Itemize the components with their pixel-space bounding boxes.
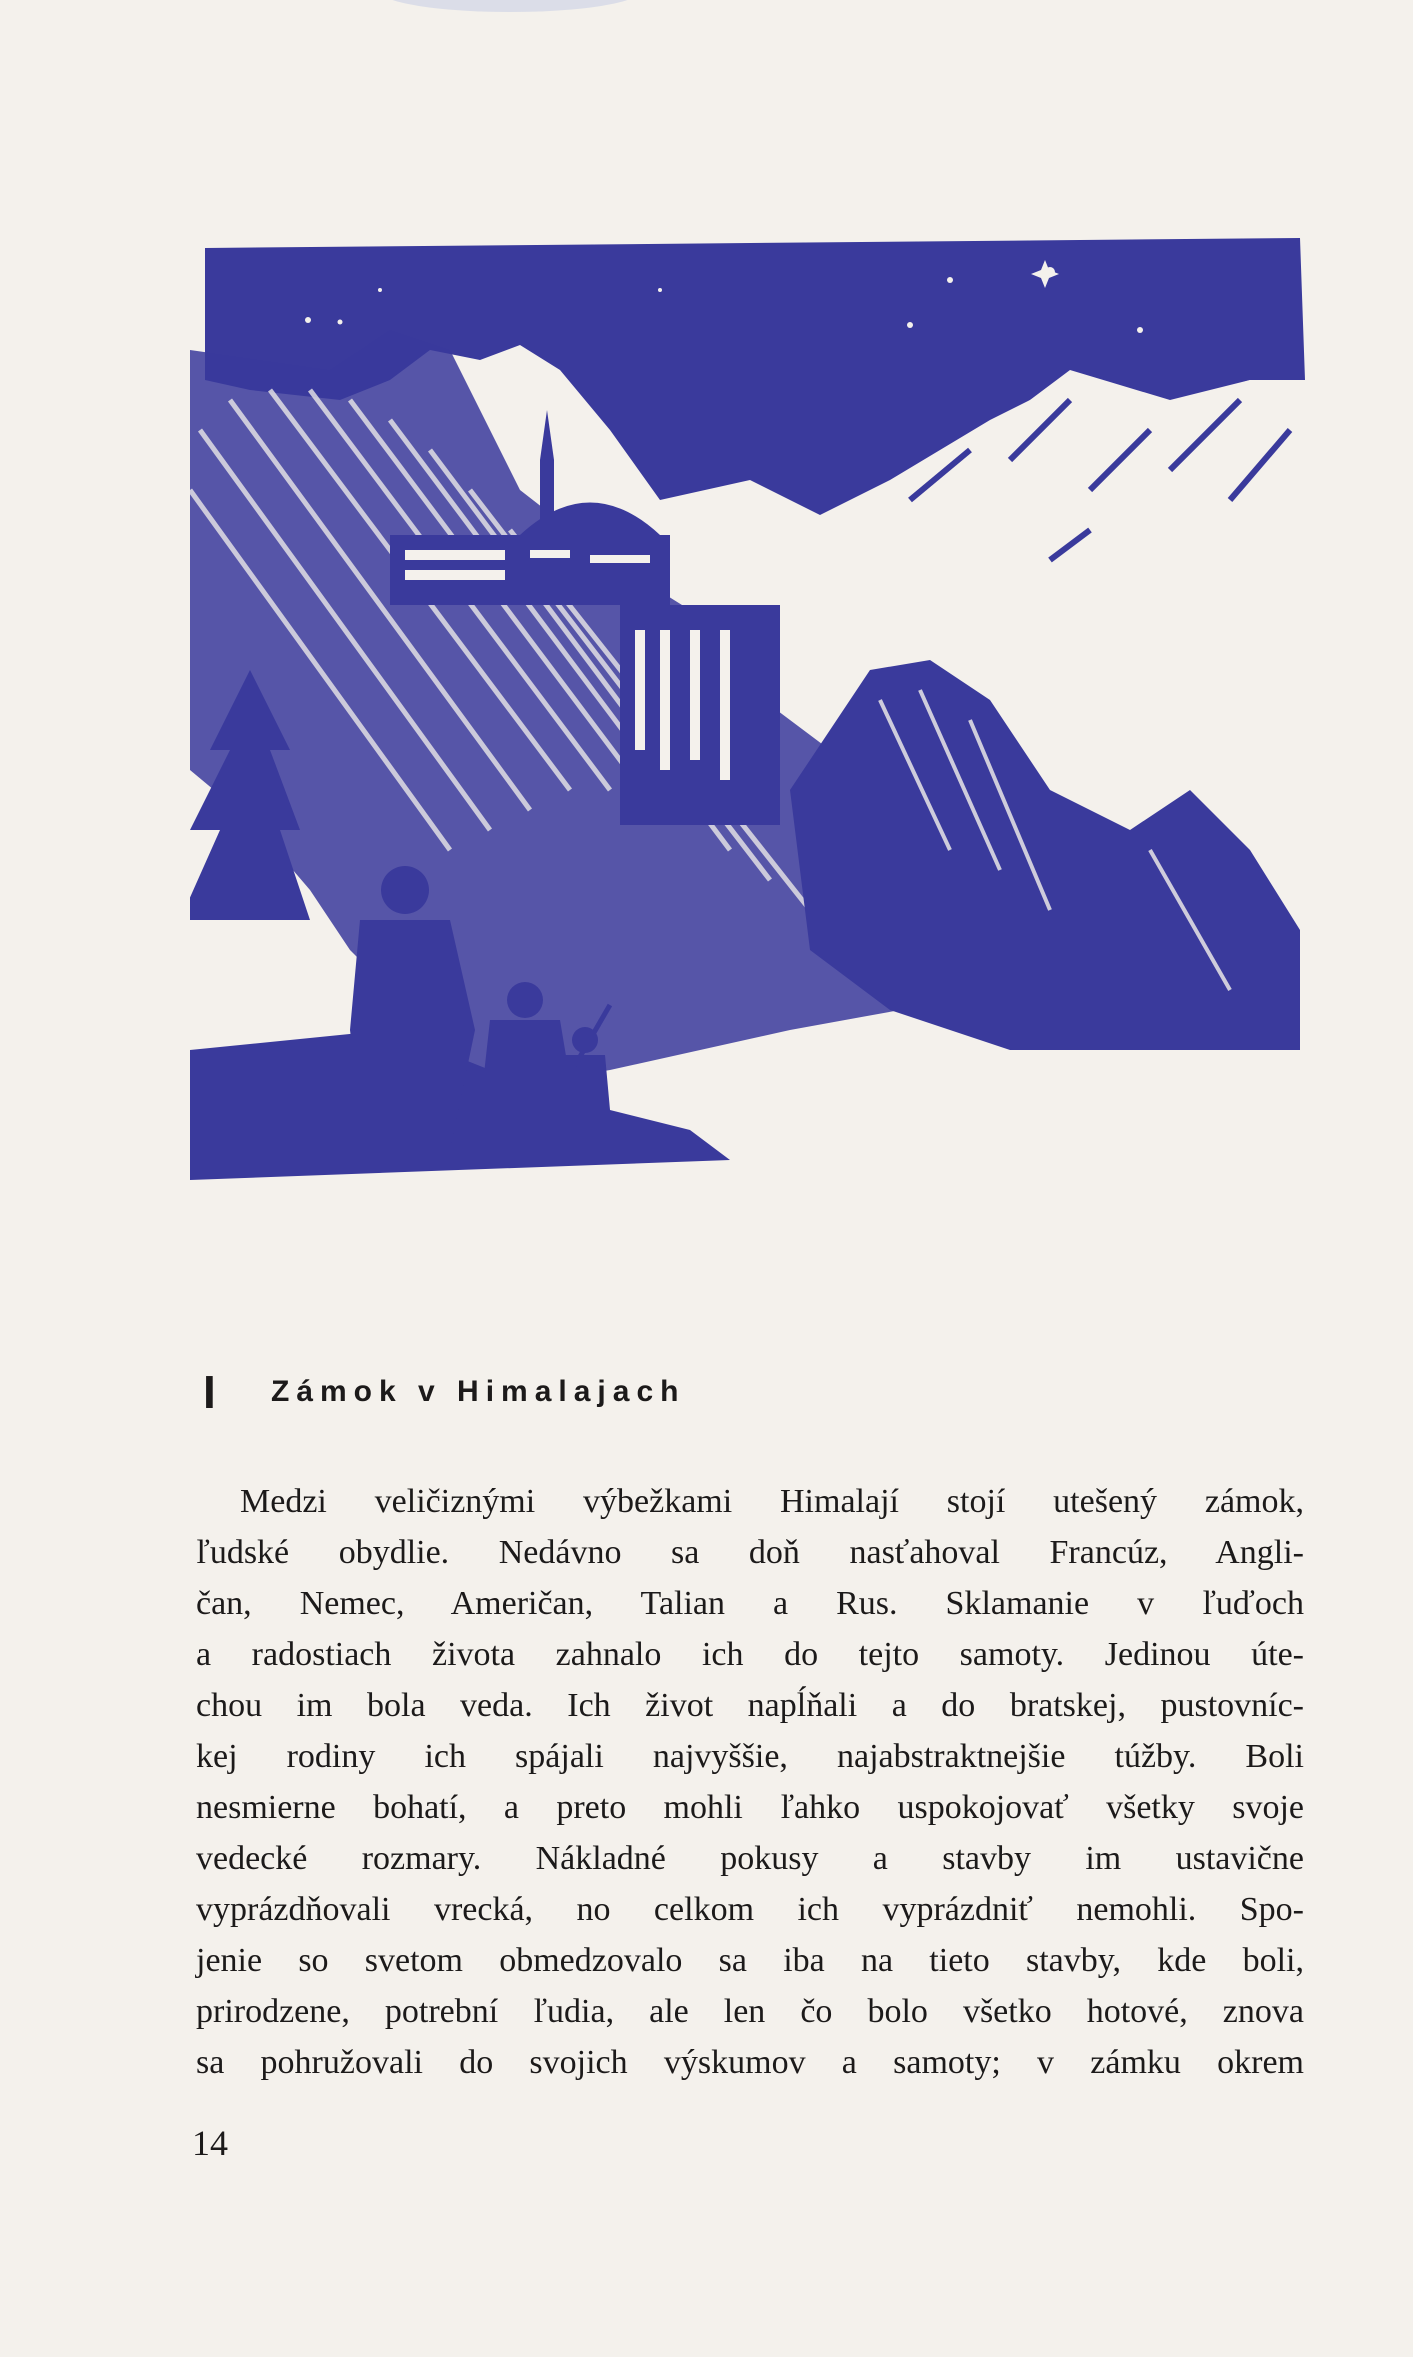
body-line: vedecké rozmary. Nákladné pokusy a stavby im ustavične — [196, 1840, 1304, 1877]
body-line: jenie so svetom obmedzovalo sa iba na tieto stavby, kde boli, — [196, 1942, 1304, 1979]
body-line: chou im bola veda. Ich život napĺňali a do bratskej, pustovníc- — [196, 1687, 1304, 1724]
page-number: 14 — [192, 2123, 228, 2163]
body-line: kej rodiny ich spájali najvyššie, najabstraktnejšie túžby. Boli — [196, 1738, 1304, 1775]
body-line: čan, Nemec, Američan, Talian a Rus. Sklamanie v ľuďoch — [196, 1585, 1304, 1622]
chapter-heading — [203, 1362, 1103, 1422]
body-text — [196, 1476, 1304, 2088]
chapter-number: I — [203, 1366, 216, 1418]
page-edge-shadow — [380, 0, 640, 12]
body-line: prirodzene, potrební ľudia, ale len čo bolo všetko hotové, znova — [196, 1993, 1304, 2030]
body-line: sa pohružovali do svojich výskumov a samoty; v zámku okrem — [196, 2044, 1304, 2081]
body-line: vyprázdňovali vrecká, no celkom ich vyprázdniť nemohli. Spo- — [196, 1891, 1304, 1928]
body-line: nesmierne bohatí, a preto mohli ľahko uspokojovať všetky svoje — [196, 1789, 1304, 1826]
body-line: ľudské obydlie. Nedávno sa doň nasťahoval Francúz, Angli- — [196, 1534, 1304, 1571]
chapter-title: Zámok v Himalajach — [271, 1375, 686, 1408]
castle-illustration — [190, 230, 1330, 1180]
body-line: a radostiach života zahnalo ich do tejto samoty. Jedinou úte- — [196, 1636, 1304, 1673]
body-line: Medzi veličiznými výbežkami Himalají stojí utešený zámok, — [240, 1483, 1304, 1520]
